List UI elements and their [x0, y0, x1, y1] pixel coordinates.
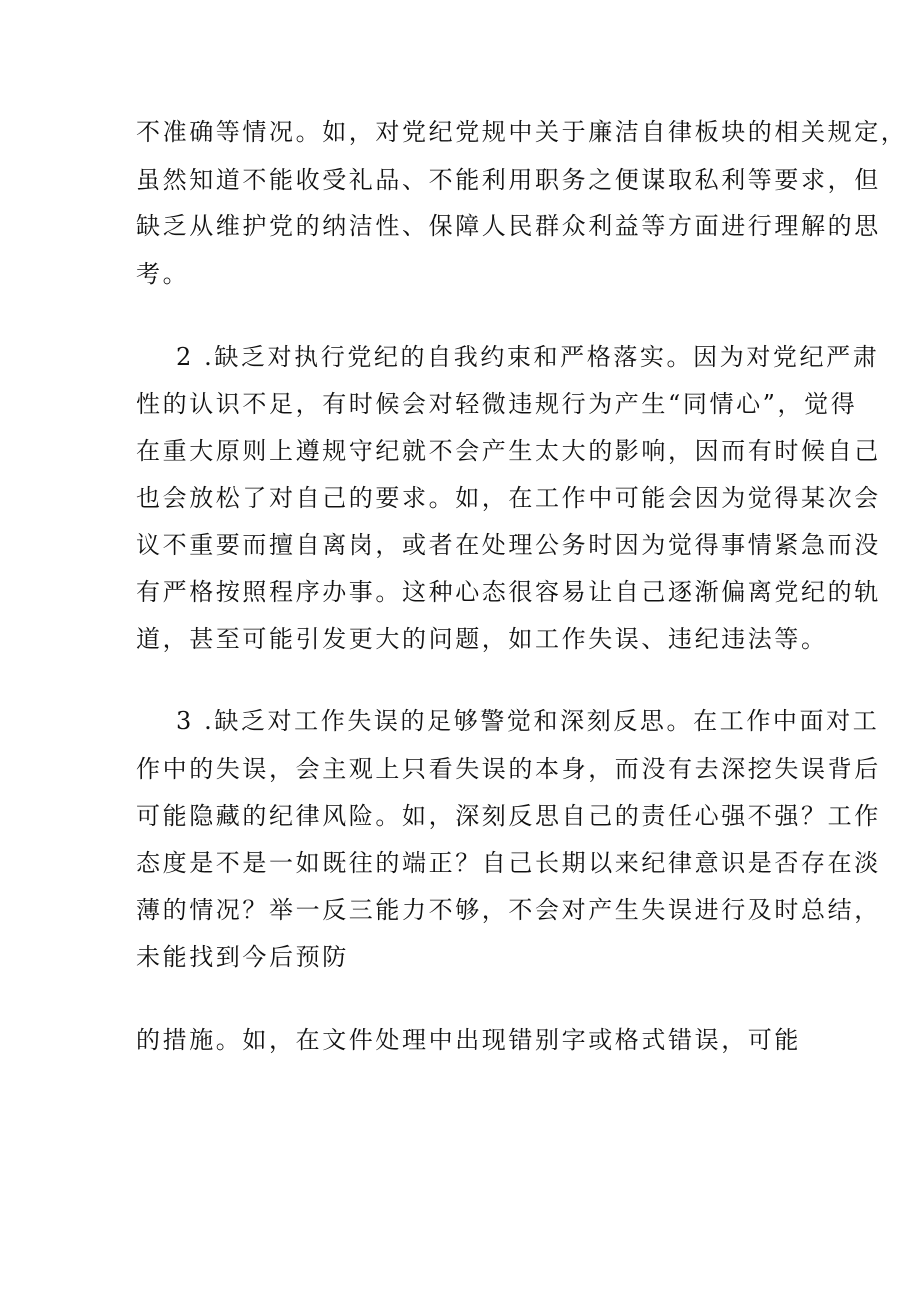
text-line: 2 .缺乏对执行党纪的自我约束和严格落实。因为对党纪严肃	[176, 343, 880, 371]
text-line: 不准确等情况。如，对党纪党规中关于廉洁自律板块的相关规定，	[136, 118, 908, 146]
text-line: 缺乏从维护党的纳洁性、保障人民群众利益等方面进行理解的思	[136, 212, 881, 240]
text-line: 3 .缺乏对工作失误的足够警觉和深刻反思。在工作中面对工	[176, 707, 880, 735]
text-line: 议不重要而擅自离岗，或者在处理公务时因为觉得事情紧急而没	[136, 531, 881, 559]
text-line: 也会放松了对自己的要求。如，在工作中可能会因为觉得某次会	[136, 484, 881, 512]
text-line: 道，甚至可能引发更大的问题，如工作失误、违纪违法等。	[136, 625, 828, 653]
text-line: 态度是不是一如既往的端正？自己长期以来纪律意识是否存在淡	[136, 849, 881, 877]
text-line: 有严格按照程序办事。这种心态很容易让自己逐渐偏离党纪的轨	[136, 578, 881, 606]
text-line: 未能找到今后预防	[136, 943, 349, 971]
text-line: 在重大原则上遵规守纪就不会产生太大的影响，因而有时候自己	[136, 437, 881, 465]
text-line: 薄的情况？举一反三能力不够，不会对产生失误进行及时总结，	[136, 896, 881, 924]
text-line: 性的认识不足，有时候会对轻微违规行为产生“同情心”，觉得	[136, 390, 858, 418]
text-line: 的措施。如，在文件处理中出现错别字或格式错误，可能	[136, 1026, 801, 1054]
text-line: 作中的失误，会主观上只看失误的本身，而没有去深挖失误背后	[136, 755, 881, 783]
text-line: 考。	[136, 260, 190, 288]
text-line: 虽然知道不能收受礼品、不能利用职务之便谋取私利等要求，但	[136, 166, 881, 194]
text-line: 可能隐藏的纪律风险。如，深刻反思自己的责任心强不强？工作	[136, 802, 881, 830]
